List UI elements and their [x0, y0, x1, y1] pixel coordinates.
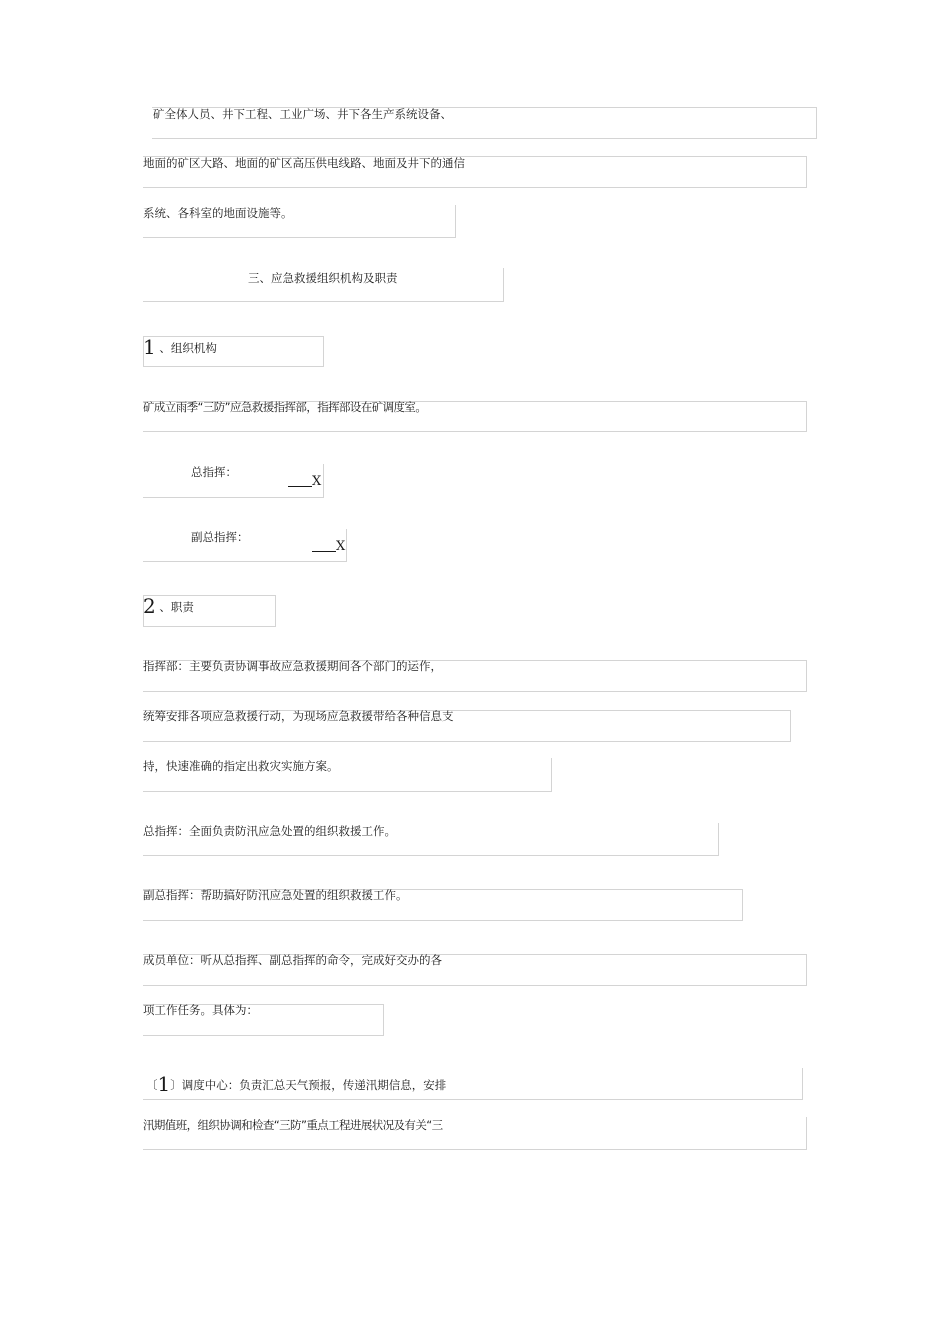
bracket-open: 〔: [146, 1078, 158, 1092]
deputy-value: [312, 539, 345, 554]
paragraph-line: 副总指挥：帮助搞好防汛应急处置的组织救援工作。: [143, 888, 408, 902]
chief-value: [288, 474, 321, 489]
item-text: 调度中心：负责汇总天气预报，传递汛期信息，安排: [181, 1078, 447, 1092]
paragraph-line: 统筹安排各项应急救援行动，为现场应急救援带给各种信息支: [143, 709, 454, 723]
heading-number: 2: [143, 594, 156, 618]
paragraph-line: 总指挥：全面负责防汛应急处置的组织救援工作。: [143, 824, 396, 838]
paragraph-line: 项工作任务。具体为：: [143, 1003, 258, 1017]
section-title: 三、应急救援组织机构及职责: [248, 271, 398, 285]
heading-text: 、职责: [159, 600, 194, 614]
paragraph-line: 矿成立雨季“三防”应急救援指挥部，指挥部设在矿调度室。: [143, 400, 427, 414]
fill-in-line: [288, 486, 312, 487]
subheading-duties: [143, 594, 194, 618]
deputy-value-text: X: [336, 539, 346, 554]
bracket-close: 〕: [170, 1078, 182, 1092]
chief-value-text: X: [312, 474, 322, 489]
chief-label: 总指挥：: [191, 465, 237, 479]
paragraph-line: 汛期值班，组织协调和检查“三防”重点工程进展状况及有关“三: [143, 1118, 443, 1132]
paragraph-line: 系统、各科室的地面设施等。: [143, 206, 293, 220]
paragraph-line: 矿全体人员、井下工程、工业广场、井下各生产系统设备、: [153, 107, 452, 121]
item-number: 1: [157, 1072, 171, 1096]
paragraph-line: 指挥部：主要负责协调事故应急救援期间各个部门的运作，: [143, 659, 442, 673]
subheading-organization: [143, 335, 217, 359]
heading-text: 、组织机构: [159, 341, 217, 355]
deputy-label: 副总指挥：: [191, 530, 249, 544]
list-item-dispatch-center: [146, 1072, 447, 1096]
paragraph-line: 地面的矿区大路、地面的矿区高压供电线路、地面及井下的通信: [143, 156, 465, 170]
paragraph-line: 成员单位：听从总指挥、副总指挥的命令，完成好交办的各: [143, 953, 442, 967]
heading-number: 1: [143, 335, 156, 359]
fill-in-line: [312, 551, 336, 552]
paragraph-line: 持，快速准确的指定出救灾实施方案。: [143, 759, 339, 773]
